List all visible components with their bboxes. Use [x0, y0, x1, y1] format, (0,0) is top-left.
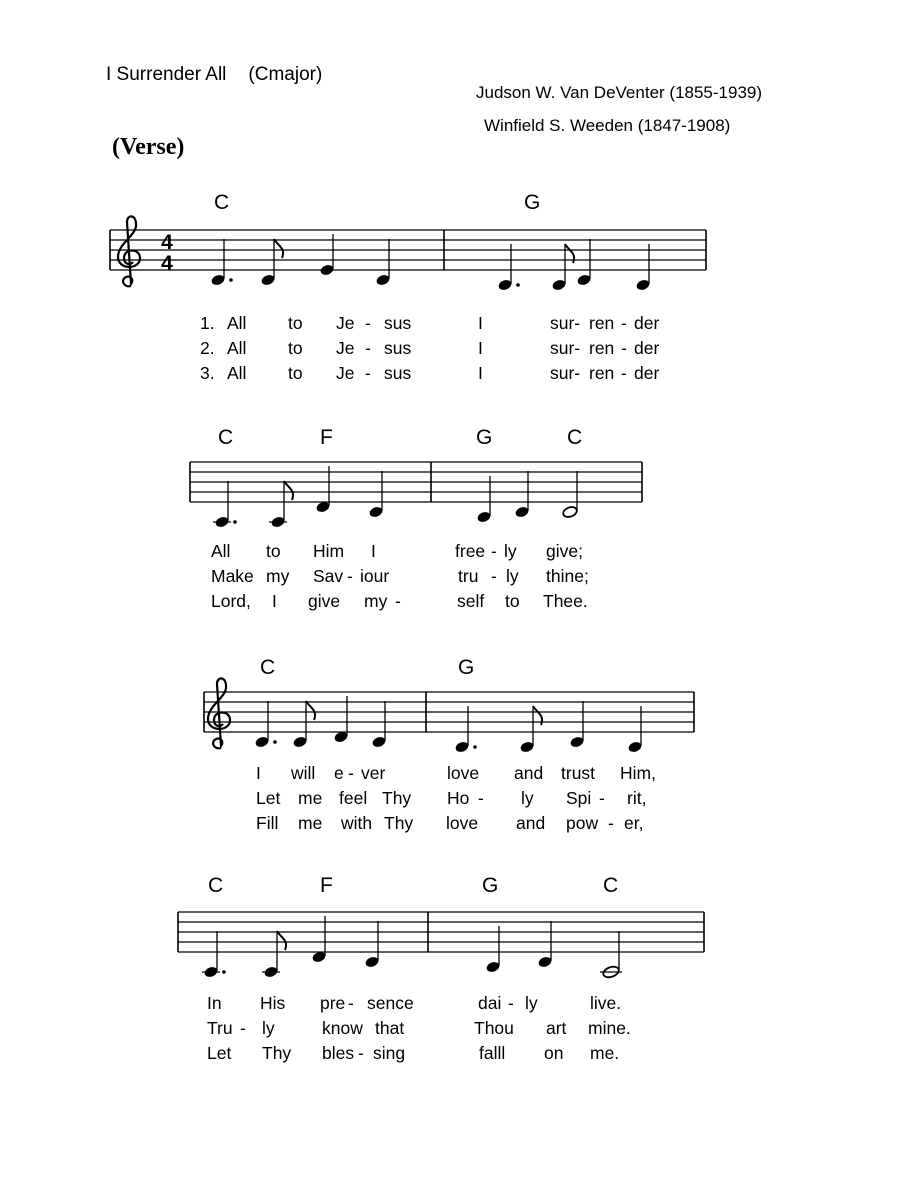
lyric-syllable: my [266, 566, 290, 586]
staff [100, 220, 720, 300]
chord-symbol: G [458, 656, 475, 679]
lyric-syllable: to [288, 313, 303, 333]
lyric-syllable: der [634, 338, 660, 358]
treble-clef-icon [208, 678, 230, 748]
lyric-syllable: ly [504, 541, 517, 561]
lyric-syllable: sing [373, 1043, 406, 1063]
lyric-syllable: Him [313, 541, 345, 561]
lyric-syllable: self [457, 591, 485, 611]
lyric-syllable: and [514, 763, 544, 783]
lyric-syllable: love [446, 813, 479, 833]
lyric-syllable: my [364, 591, 388, 611]
notes-measure-2 [497, 239, 650, 292]
lyric-hyphen: - [491, 566, 497, 586]
notes-measure-8 [485, 921, 622, 979]
lyric-syllable: to [505, 591, 520, 611]
lyric-syllable: to [288, 338, 303, 358]
lyric-syllable: ly [521, 788, 534, 808]
lyric-syllable: know [322, 1018, 363, 1038]
lyric-syllable: Fill [256, 813, 279, 833]
lyric-hyphen: - [348, 763, 354, 783]
lyric-hyphen: - [621, 363, 627, 383]
staff [168, 902, 718, 982]
lyric-syllable: pre [320, 993, 346, 1013]
lyric-syllable: pow [566, 813, 599, 833]
lyric-syllable: live. [590, 993, 622, 1013]
lyric-syllable: dai [478, 993, 502, 1013]
lyric-syllable: sus [384, 363, 412, 383]
time-signature-top: 4 [161, 231, 173, 254]
lyric-hyphen: - [365, 313, 371, 333]
lyric-syllable: rit, [627, 788, 647, 808]
lyric-syllable: art [546, 1018, 567, 1038]
lyric-hyphen: - [621, 338, 627, 358]
lyric-hyphen: - [365, 338, 371, 358]
lyric-syllable: In [207, 993, 222, 1013]
verse-number: 3. [200, 363, 215, 383]
lyric-syllable: trust [561, 763, 596, 783]
lyric-syllable: thine; [546, 566, 589, 586]
chord-symbol: C [567, 426, 583, 449]
lyric-syllable: e [334, 763, 344, 783]
lyric-syllable: to [288, 363, 303, 383]
lyric-syllable: His [260, 993, 286, 1013]
lyric-syllable: bles [322, 1043, 355, 1063]
lyric-syllable: ly [525, 993, 538, 1013]
lyric-syllable: Him, [620, 763, 656, 783]
treble-clef-icon [118, 216, 140, 286]
lyric-syllable: der [634, 363, 660, 383]
lyric-syllable: on [544, 1043, 564, 1063]
lyricist-credit: Judson W. Van DeVenter (1855-1939) [476, 83, 763, 102]
lyric-hyphen: - [365, 363, 371, 383]
lyric-syllable: that [375, 1018, 405, 1038]
lyric-syllable: All [227, 338, 247, 358]
lyric-syllable: to [266, 541, 281, 561]
chord-symbol: G [524, 191, 541, 214]
lyric-syllable: All [211, 541, 231, 561]
lyric-syllable: ren [589, 363, 615, 383]
lyric-hyphen: - [599, 788, 605, 808]
chord-symbol: G [482, 874, 499, 897]
lyric-syllable: will [291, 763, 316, 783]
lyric-syllable: Thee. [543, 591, 588, 611]
lyric-syllable: sus [384, 313, 412, 333]
chord-symbol: F [320, 874, 333, 897]
lyric-syllable: I [478, 338, 483, 358]
lyric-hyphen: - [240, 1018, 246, 1038]
notes-measure-7 [202, 916, 380, 979]
lyric-hyphen: - [348, 993, 354, 1013]
lyric-syllable: ly [506, 566, 519, 586]
lyric-syllable: sence [367, 993, 414, 1013]
song-title [106, 64, 322, 86]
lyric-syllable: free [455, 541, 486, 561]
lyric-syllable: love [447, 763, 480, 783]
time-signature-bottom: 4 [161, 252, 173, 275]
lyric-syllable: ren [589, 313, 615, 333]
lyric-syllable: mine. [588, 1018, 631, 1038]
lyric-syllable: tru [458, 566, 479, 586]
lyric-syllable: I [478, 363, 483, 383]
lyric-syllable: er, [624, 813, 644, 833]
lyric-syllable: falll [479, 1043, 506, 1063]
lyric-syllable: Thy [382, 788, 412, 808]
lyric-hyphen: - [508, 993, 514, 1013]
lyric-syllable: sur- [550, 338, 581, 358]
lyric-syllable: I [256, 763, 261, 783]
lyric-syllable: der [634, 313, 660, 333]
lyric-syllable: All [227, 313, 247, 333]
lyric-syllable: me [298, 813, 323, 833]
staff [194, 682, 714, 762]
chord-symbol: G [476, 426, 493, 449]
lyric-syllable: Je [336, 338, 355, 358]
lyric-syllable: Tru [207, 1018, 233, 1038]
notes-measure-6 [454, 701, 642, 754]
lyric-syllable: feel [339, 788, 368, 808]
notes-measure-4 [476, 471, 578, 524]
verse-number: 2. [200, 338, 215, 358]
lyric-syllable: Spi [566, 788, 592, 808]
lyric-syllable: sur- [550, 363, 581, 383]
lyric-syllable: sur- [550, 313, 581, 333]
lyric-hyphen: - [491, 541, 497, 561]
notes-measure-3 [213, 466, 384, 529]
lyric-hyphen: - [608, 813, 614, 833]
lyric-syllable: Je [336, 363, 355, 383]
verse-number: 1. [200, 313, 215, 333]
composer-credit: Winfield S. Weeden (1847-1908) [484, 116, 731, 135]
lyric-syllable: ren [589, 338, 615, 358]
lyric-syllable: iour [360, 566, 390, 586]
lyric-syllable: sus [384, 338, 412, 358]
lyric-syllable: Make [211, 566, 254, 586]
chord-symbol: C [603, 874, 619, 897]
title-text: I Surrender All [106, 64, 227, 85]
lyric-syllable: give; [546, 541, 583, 561]
lyric-hyphen: - [395, 591, 401, 611]
lyric-hyphen: - [621, 313, 627, 333]
lyric-syllable: Let [256, 788, 281, 808]
section-label: (Verse) [112, 134, 185, 160]
lyric-syllable: with [341, 813, 373, 833]
chord-symbol: C [260, 656, 276, 679]
chord-symbol: C [208, 874, 224, 897]
lyric-syllable: Thy [262, 1043, 292, 1063]
lyric-syllable: Ho [447, 788, 470, 808]
staff [180, 452, 660, 532]
lyric-syllable: I [272, 591, 277, 611]
lyric-syllable: Thou [474, 1018, 514, 1038]
lyric-hyphen: - [347, 566, 353, 586]
chord-symbol: C [218, 426, 234, 449]
lyric-syllable: and [516, 813, 546, 833]
chord-symbol: F [320, 426, 333, 449]
lyric-syllable: Let [207, 1043, 232, 1063]
lyric-syllable: I [371, 541, 376, 561]
lyric-syllable: give [308, 591, 341, 611]
lyric-syllable: Thy [384, 813, 414, 833]
lyric-syllable: ly [262, 1018, 275, 1038]
lyric-syllable: All [227, 363, 247, 383]
lyric-syllable: Je [336, 313, 355, 333]
lyric-syllable: me [298, 788, 323, 808]
lyric-syllable: Lord, [211, 591, 251, 611]
chord-symbol: C [214, 191, 230, 214]
lyric-syllable: me. [590, 1043, 620, 1063]
lyric-hyphen: - [478, 788, 484, 808]
lyric-syllable: Sav [313, 566, 344, 586]
key-label: (Cmajor) [248, 64, 323, 85]
lyric-hyphen: - [358, 1043, 364, 1063]
lyric-syllable: I [478, 313, 483, 333]
lyric-syllable: ver [361, 763, 386, 783]
